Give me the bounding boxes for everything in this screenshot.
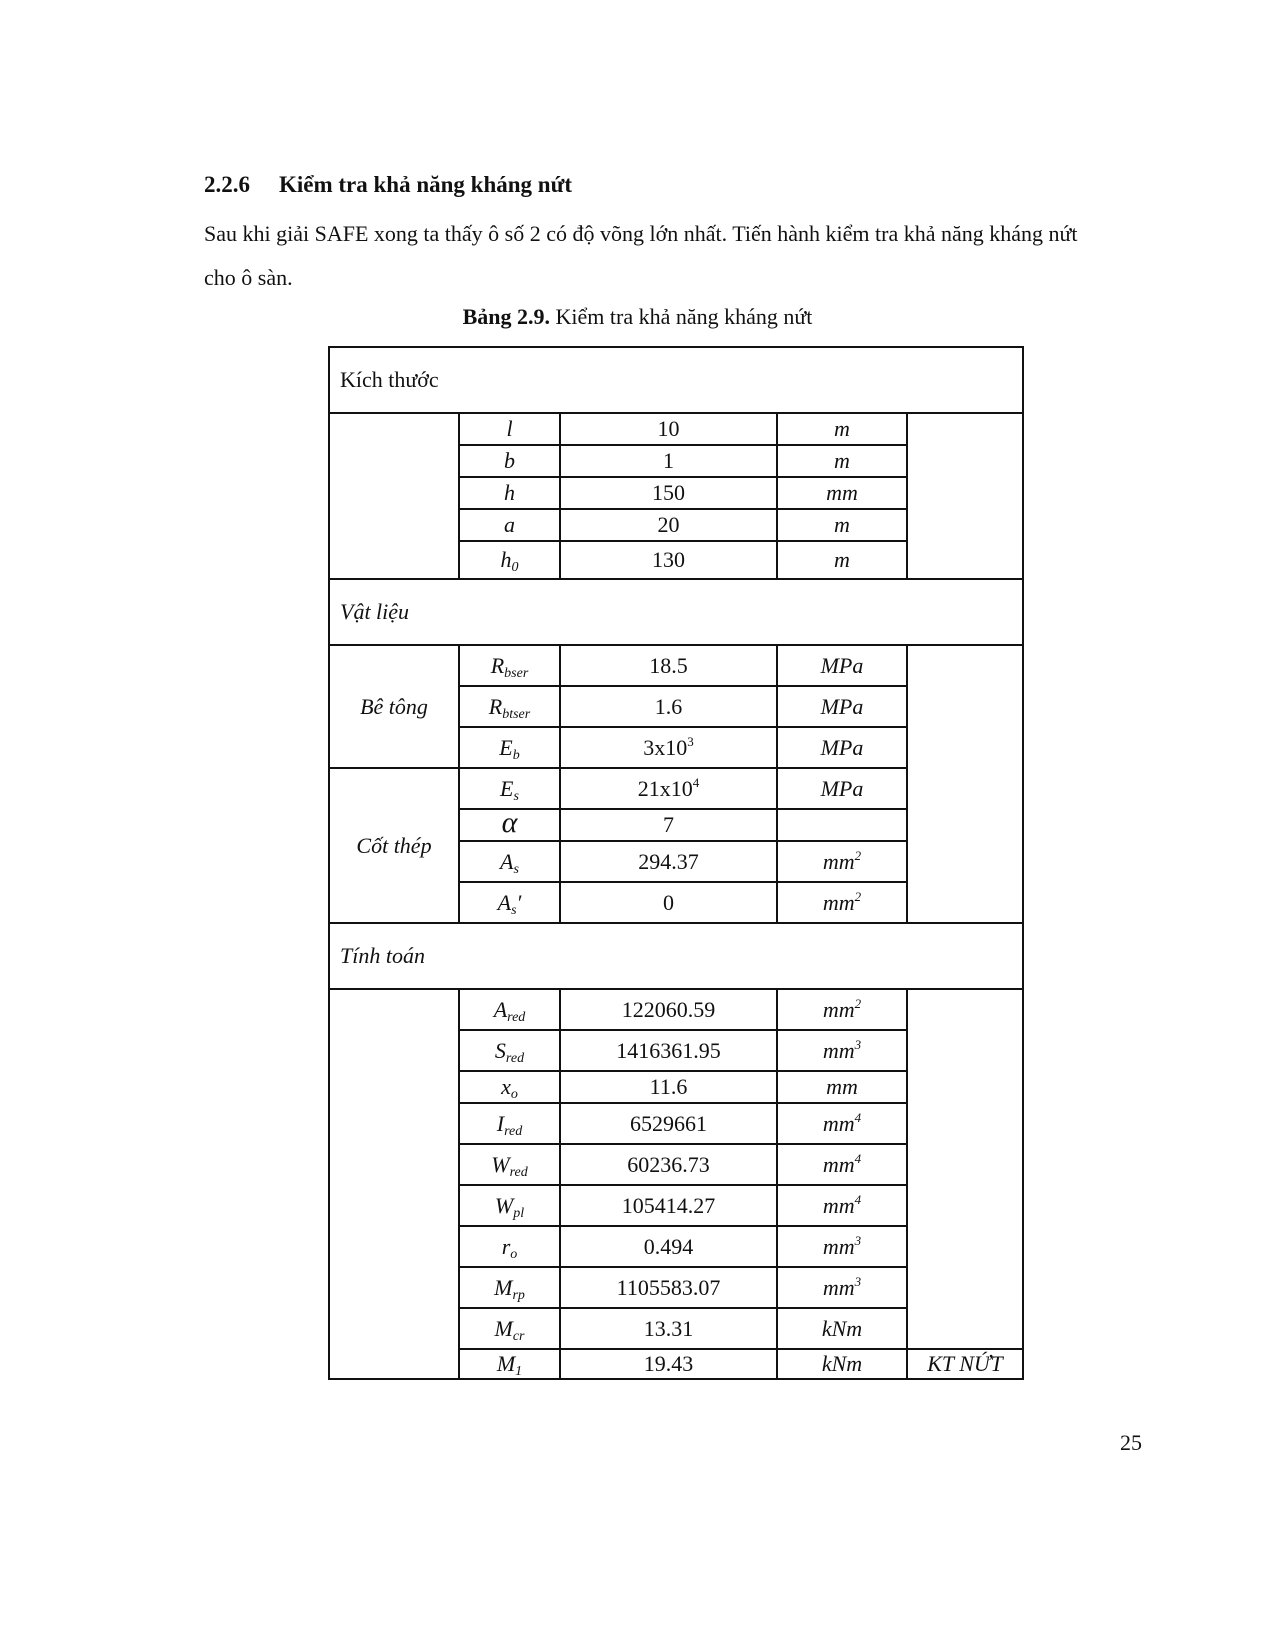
value-cell: 7	[560, 809, 777, 841]
value-cell: 150	[560, 477, 777, 509]
caption-label: Bảng 2.9.	[462, 304, 550, 329]
symbol-cell: $S_{red}$	[459, 1030, 560, 1071]
group-steel: Cốt thép	[329, 768, 459, 923]
symbol-cell: $W_{red}$	[459, 1144, 560, 1185]
section-header: Tính toán	[329, 923, 1023, 989]
section-row	[329, 923, 1023, 989]
symbol-cell: $M_{cr}$	[459, 1308, 560, 1349]
symbol-cell: h	[459, 477, 560, 509]
symbol-cell: a	[459, 509, 560, 541]
unit-cell: $mm^2$	[777, 841, 907, 882]
section-row	[329, 347, 1023, 413]
symbol-cell: $x_o$	[459, 1071, 560, 1103]
value-cell: 19.43	[560, 1349, 777, 1379]
section-header: Vật liệu	[329, 579, 1023, 645]
blank-cell	[329, 989, 459, 1379]
body-paragraph: Sau khi giải SAFE xong ta thấy ô số 2 có độ võng lớn nhất. Tiến hành kiểm tra khả năng kháng nứt cho ô sàn.	[204, 221, 1078, 290]
value-cell: 105414.27	[560, 1185, 777, 1226]
value-cell: $3x10^3$	[560, 727, 777, 768]
unit-cell: m	[777, 413, 907, 445]
symbol-cell: α	[459, 809, 560, 841]
blank-cell	[907, 645, 1023, 923]
unit-cell: mm	[777, 477, 907, 509]
unit-cell: MPa	[777, 727, 907, 768]
value-cell: 0.494	[560, 1226, 777, 1267]
section-number: 2.2.6	[204, 172, 250, 197]
value-cell: 1416361.95	[560, 1030, 777, 1071]
unit-cell: kNm	[777, 1349, 907, 1379]
value-cell: 0	[560, 882, 777, 923]
page-number: 25	[1120, 1430, 1142, 1455]
symbol-cell: $M_1$	[459, 1349, 560, 1379]
symbol-cell: $E_b$	[459, 727, 560, 768]
unit-cell: $mm^4$	[777, 1103, 907, 1144]
unit-cell	[777, 809, 907, 841]
unit-cell: $mm^4$	[777, 1185, 907, 1226]
value-cell: 20	[560, 509, 777, 541]
value-cell: 294.37	[560, 841, 777, 882]
table-caption	[0, 304, 1275, 330]
crack-check-table	[328, 346, 1024, 1380]
unit-cell: $mm^2$	[777, 882, 907, 923]
symbol-cell: $h_0$	[459, 541, 560, 579]
value-cell: 18.5	[560, 645, 777, 686]
blank-cell	[329, 413, 459, 579]
value-cell: 1	[560, 445, 777, 477]
value-cell: $21x10^4$	[560, 768, 777, 809]
value-cell: 1105583.07	[560, 1267, 777, 1308]
section-title: Kiểm tra khả năng kháng nứt	[279, 172, 573, 197]
result-note: KT NỨT	[907, 1349, 1023, 1379]
unit-cell: kNm	[777, 1308, 907, 1349]
caption-text: Kiểm tra khả năng kháng nứt	[550, 304, 813, 329]
symbol-cell: l	[459, 413, 560, 445]
unit-cell: MPa	[777, 686, 907, 727]
value-cell: 6529661	[560, 1103, 777, 1144]
symbol-cell: $M_{rp}$	[459, 1267, 560, 1308]
symbol-cell: $R_{btser}$	[459, 686, 560, 727]
value-cell: 122060.59	[560, 989, 777, 1030]
value-cell: 1.6	[560, 686, 777, 727]
unit-cell: MPa	[777, 645, 907, 686]
symbol-cell: $A_s$	[459, 841, 560, 882]
value-cell: 13.31	[560, 1308, 777, 1349]
section-heading	[204, 172, 572, 198]
unit-cell: m	[777, 509, 907, 541]
symbol-cell: $A_{red}$	[459, 989, 560, 1030]
unit-cell: mm	[777, 1071, 907, 1103]
value-cell: 60236.73	[560, 1144, 777, 1185]
blank-cell	[907, 413, 1023, 579]
unit-cell: $mm^3$	[777, 1030, 907, 1071]
symbol-cell: b	[459, 445, 560, 477]
unit-cell: $mm^4$	[777, 1144, 907, 1185]
unit-cell: m	[777, 541, 907, 579]
table-row	[329, 413, 1023, 445]
unit-cell: m	[777, 445, 907, 477]
symbol-cell: $W_{pl}$	[459, 1185, 560, 1226]
table-row	[329, 645, 1023, 686]
table-row	[329, 989, 1023, 1030]
symbol-cell: $E_s$	[459, 768, 560, 809]
unit-cell: $mm^3$	[777, 1226, 907, 1267]
symbol-cell: $A_s'$	[459, 882, 560, 923]
value-cell: 10	[560, 413, 777, 445]
unit-cell: MPa	[777, 768, 907, 809]
unit-cell: $mm^2$	[777, 989, 907, 1030]
value-cell: 130	[560, 541, 777, 579]
blank-cell	[907, 989, 1023, 1349]
symbol-cell: $I_{red}$	[459, 1103, 560, 1144]
section-header: Kích thước	[329, 347, 1023, 413]
value-cell: 11.6	[560, 1071, 777, 1103]
group-concrete: Bê tông	[329, 645, 459, 768]
unit-cell: $mm^3$	[777, 1267, 907, 1308]
symbol-cell: $r_o$	[459, 1226, 560, 1267]
symbol-cell: $R_{bser}$	[459, 645, 560, 686]
section-row	[329, 579, 1023, 645]
